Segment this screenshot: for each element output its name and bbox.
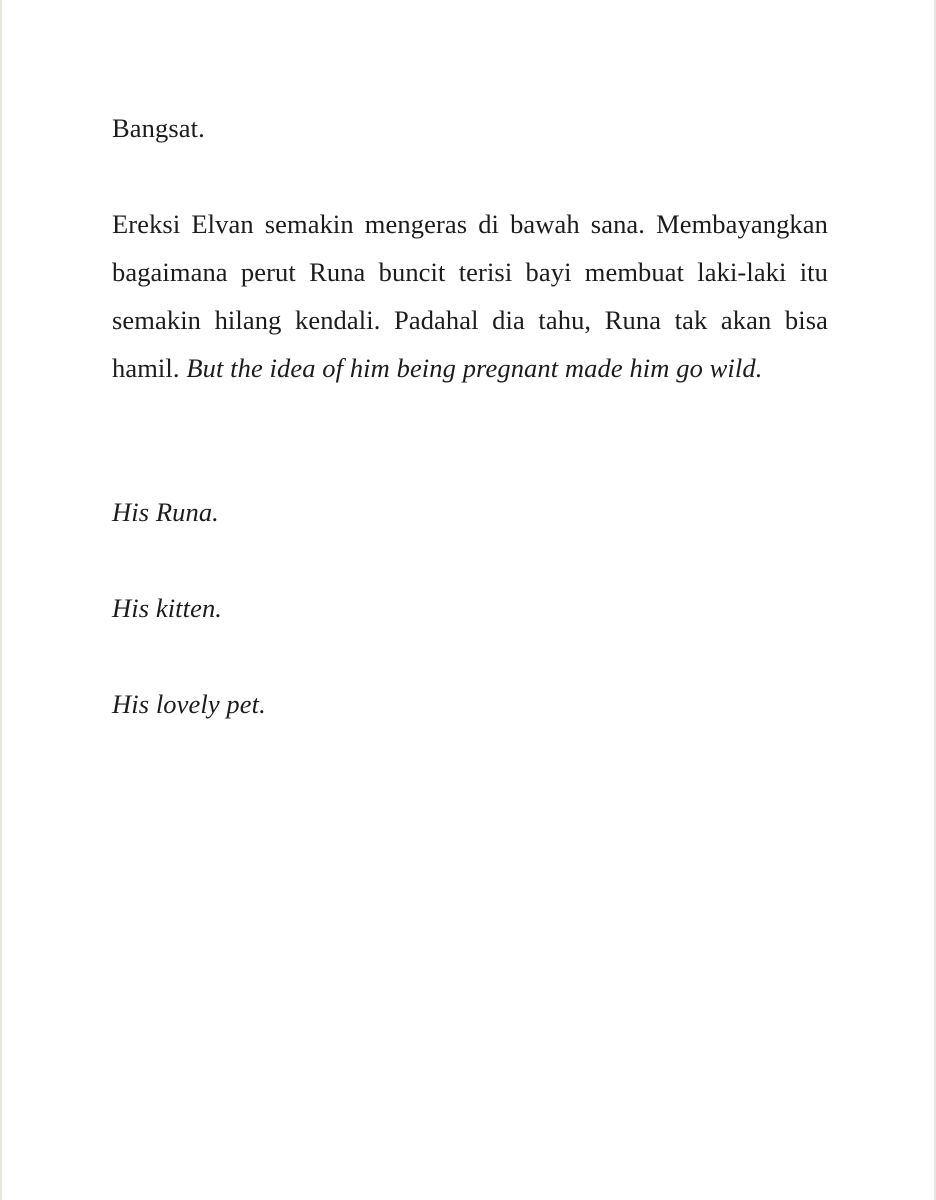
paragraph-his-kitten [112,584,828,632]
paragraph-his-lovely-pet [112,680,828,728]
paragraph-text-italic: His Runa. [112,497,219,527]
paragraph-text-regular: Ereksi Elvan semakin mengeras di bawah sana. Membayangkan bagaimana perut Runa buncit terisi bayi membuat laki-laki itu semakin hilang kendali. Padahal dia tahu, Runa tak akan bisa hamil. [112,209,828,383]
paragraph-text-italic: His lovely pet. [112,689,266,719]
paragraph-bangsat [112,104,828,152]
paragraph-his-runa [112,488,828,536]
paragraph-text: Bangsat. [112,113,205,143]
paragraph-text-italic: His kitten. [112,593,223,623]
paragraph-main [112,200,828,392]
paragraph-text-italic: But the idea of him being pregnant made him go wild. [186,353,763,383]
